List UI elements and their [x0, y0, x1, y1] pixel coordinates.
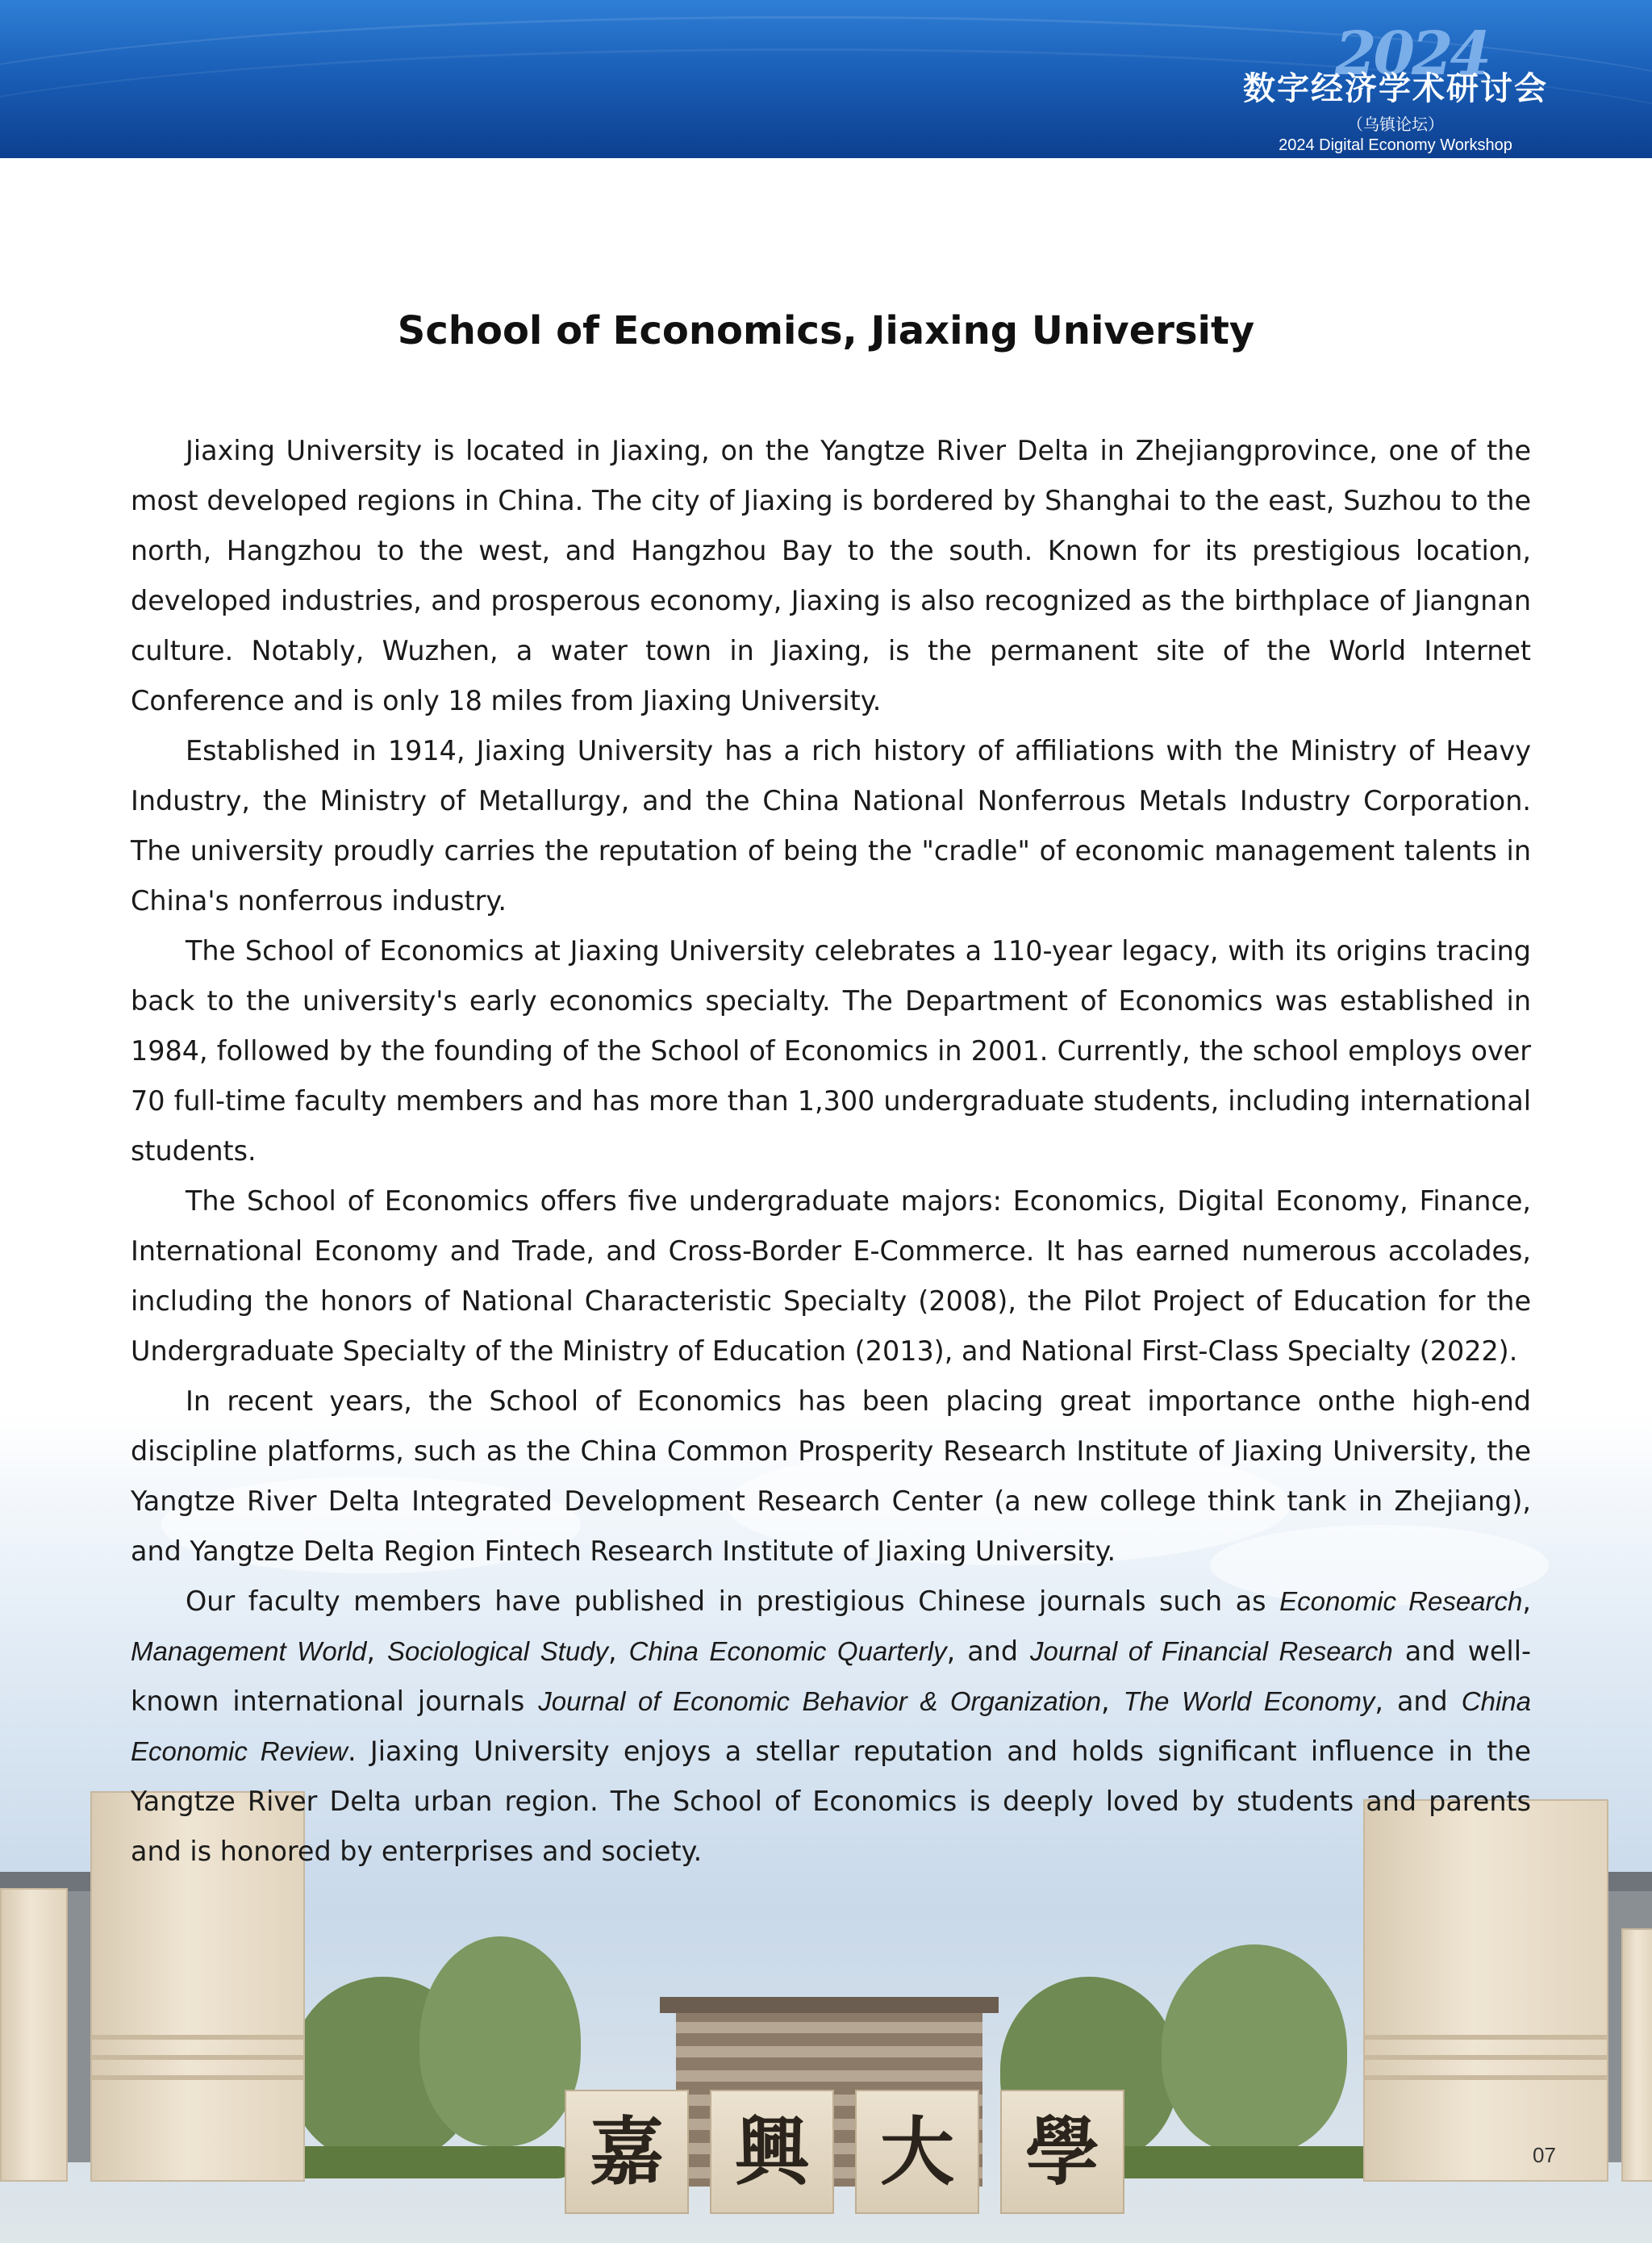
logo-title-en: 2024 Digital Economy Workshop	[1279, 136, 1512, 154]
gate-stone-4: 學	[1000, 2090, 1124, 2214]
pillar-band	[92, 2055, 303, 2060]
text-segment: and well-known international journals	[131, 1635, 1532, 1717]
text-segment: ,	[608, 1635, 629, 1667]
journal-name: Journal of Financial Research	[1030, 1636, 1393, 1666]
journal-name: China Economic Quarterly	[628, 1636, 947, 1666]
pillar-band	[1365, 2075, 1607, 2080]
pillar-band	[1365, 2055, 1607, 2060]
left-small-pillar	[0, 1888, 68, 2182]
text-segment: . Jiaxing University enjoys a stellar reputation and holds significant influence in the Yangtze River Delta urban region. The School of Economics is deeply loved by students and parents and is honored by enterprises and society.	[131, 1736, 1531, 1867]
journal-name: China Economic Review	[131, 1686, 1531, 1766]
gate-stone-3: 大	[855, 2090, 979, 2214]
hedge	[266, 2146, 573, 2178]
pillar-band	[1365, 2035, 1607, 2040]
gate-stone-1: 嘉	[565, 2090, 689, 2214]
text-segment: The School of Economics offers five undergraduate majors: Economics, Digital Economy, Finance, International Economy and Trade, and Cross-Border E-Commerce. It has earned numerous accolades, including the honors of National Characteristic Specialty (2008), the Pilot Project of Education for the Undergraduate Specialty of the Ministry of Education (2013), and National First-Class Specialty (2022).	[131, 1185, 1531, 1367]
body-paragraph	[131, 726, 1531, 926]
journal-name: Journal of Economic Behavior & Organization	[538, 1686, 1101, 1716]
text-segment: ,	[1101, 1685, 1124, 1717]
body-paragraph	[131, 926, 1531, 1176]
text-segment: Our faculty members have published in prestigious Chinese journals such as	[186, 1585, 1280, 1617]
text-segment: Established in 1914, Jiaxing University has a rich history of affiliations with the Ministry of Heavy Industry, the Ministry of Metallurgy, and the China National Nonferrous Metals Industry Corporation. The university proudly carries the reputation of being the "cradle" of economic management talents in China's nonferrous industry.	[131, 735, 1531, 917]
tree	[419, 1936, 581, 2146]
text-segment: Jiaxing University is located in Jiaxing, on the Yangtze River Delta in Zhejiangprovince, one of the most developed regions in China. The city of Jiaxing is bordered by Shanghai to the east, Suzhou to the north, Hangzhou to the west, and Hangzhou Bay to the south. Known for its prestigious location, developed industries, and prosperous economy, Jiaxing is also recognized as the birthplace of Jiangnan culture. Notably, Wuzhen, a water town in Jiaxing, is the permanent site of the World Internet Conference and is only 18 miles from Jiaxing University.	[131, 435, 1531, 716]
tree	[1162, 1944, 1347, 2154]
journal-name: Economic Research	[1279, 1586, 1523, 1616]
body-paragraph	[131, 426, 1531, 726]
text-segment: , and	[1375, 1685, 1462, 1717]
body-text	[131, 426, 1531, 1877]
logo-subtitle-cn: （乌镇论坛）	[1347, 115, 1444, 134]
body-paragraph	[131, 1577, 1531, 1877]
central-building-roof	[660, 1997, 999, 2013]
header-banner	[0, 0, 1652, 158]
text-segment: In recent years, the School of Economics has been placing great importance onthe high-end discipline platforms, such as the China Common Prosperity Research Institute of Jiaxing University, the Yangtze River Delta Integrated Development Research Center (a new college think tank in Zhejiang), and Yangtze Delta Region Fintech Research Institute of Jiaxing University.	[131, 1385, 1531, 1567]
page-number: 07	[1533, 2143, 1556, 2167]
logo-title-cn: 数字经济学术研讨会	[1243, 70, 1548, 107]
pillar-band	[92, 2035, 303, 2040]
body-paragraph	[131, 1376, 1531, 1577]
body-paragraph	[131, 1176, 1531, 1376]
pillar-band	[92, 2075, 303, 2080]
journal-name: The World Economy	[1123, 1686, 1375, 1716]
page-title: School of Economics, Jiaxing University	[397, 308, 1255, 353]
journal-name: Management World	[131, 1636, 367, 1666]
right-small-pillar	[1621, 1928, 1652, 2182]
workshop-logo	[1210, 16, 1581, 153]
text-segment: ,	[1522, 1585, 1531, 1617]
journal-name: Sociological Study	[386, 1636, 609, 1666]
text-segment: , and	[946, 1635, 1031, 1667]
logo-year: 2024	[1335, 19, 1488, 89]
text-segment: ,	[366, 1635, 387, 1667]
text-segment: The School of Economics at Jiaxing University celebrates a 110-year legacy, with its origins tracing back to the university's early economics specialty. The Department of Economics was established in 1984, followed by the founding of the School of Economics in 2001. Currently, the school employs over 70 full-time faculty members and has more than 1,300 undergraduate students, including international students.	[131, 935, 1531, 1167]
gate-stone-2: 興	[710, 2090, 834, 2214]
hedge	[1081, 2146, 1387, 2178]
